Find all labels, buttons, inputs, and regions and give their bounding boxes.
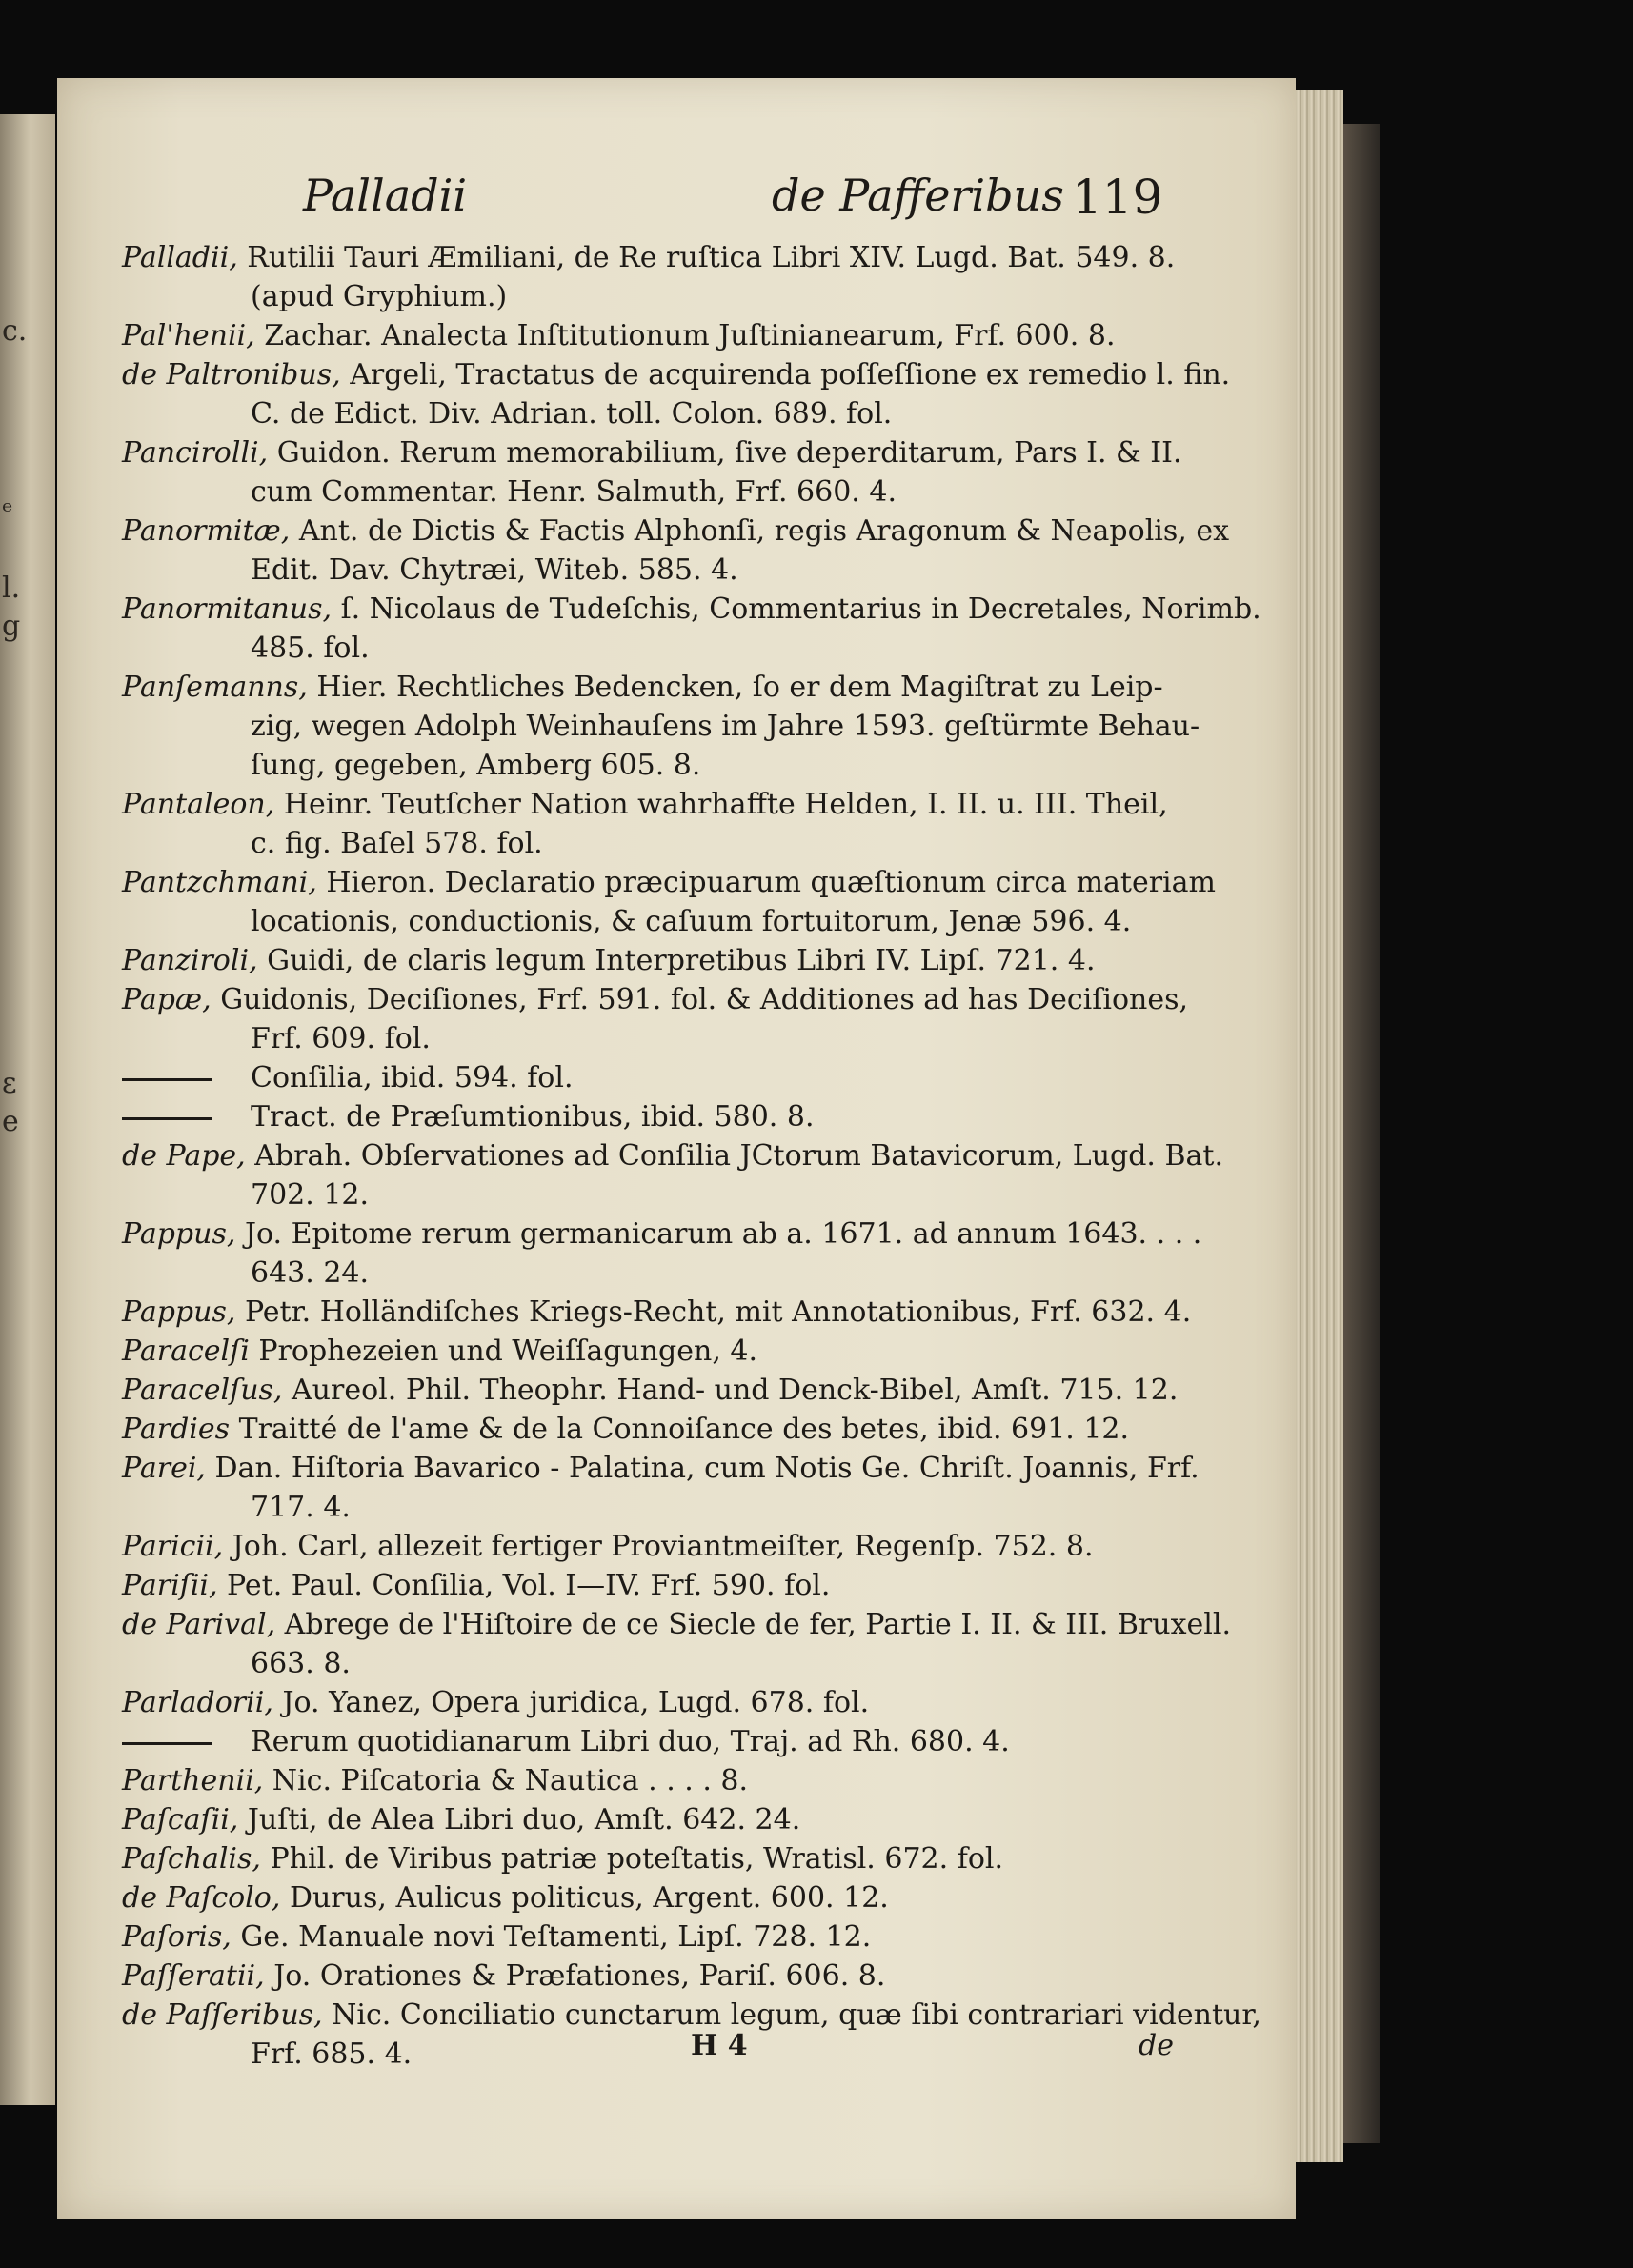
entry-text: Petr. Holländiſches Kriegs-Recht, mit Annotationibus, Frf. 632. 4. (244, 1295, 1192, 1329)
entry-text: Hieron. Declaratio præcipuarum quæſtionum circa materiam (326, 866, 1216, 899)
entry-text: Tract. de Præſumtionibus, ibid. 580. 8. (251, 1100, 815, 1134)
running-head-right: de Pafferibus (772, 170, 1064, 221)
entry-author: de Paſſeribus, (122, 1998, 323, 2032)
entry-author: Paſoris, (122, 1920, 232, 1954)
entry-continuation: 643. 24. (251, 1256, 370, 1290)
entry-author: Pantaleon, (122, 788, 275, 821)
entry-author: Pal'henii, (122, 319, 255, 352)
facing-page-fragment: e (2, 1105, 19, 1138)
bibliography-entry (122, 1216, 1208, 1253)
entry-text: Ant. de Dictis & Factis Alphonſi, regis Aragonum & Neapolis, ex (298, 514, 1230, 548)
page-edges (1296, 90, 1343, 2162)
facing-page-fragment: l. (2, 572, 21, 605)
entry-text: Zachar. Analecta Inſtitutionum Juſtinianearum, Frf. 600. 8. (264, 319, 1116, 352)
bibliography-entry (122, 865, 1216, 901)
entry-continuation: Edit. Dav. Chytræi, Witeb. 585. 4. (251, 553, 738, 587)
entry-continuation: ſung, gegeben, Amberg 605. 8. (251, 749, 701, 782)
bibliography-entry (122, 1568, 1208, 1604)
entry-author: Pappus, (122, 1217, 236, 1251)
running-head-left: Palladii (303, 170, 468, 221)
entry-text: Durus, Aulicus politicus, Argent. 600. 12. (289, 1881, 889, 1915)
bibliography-entry (122, 1880, 1208, 1917)
bibliography-entry (122, 318, 1208, 354)
entry-continuation: 663. 8. (251, 1647, 351, 1680)
bibliography-entry (122, 943, 1208, 979)
entry-text: Jo. Epitome rerum germanicarum ab a. 1671. ad annum 1643. . . . (244, 1217, 1202, 1251)
bibliography-entry (122, 1373, 1208, 1409)
entry-author: Pappus, (122, 1295, 236, 1329)
entry-text: Abrah. Obſervationes ad Conſilia JCtorum Batavicorum, Lugd. Bat. (254, 1139, 1224, 1173)
facing-page-fragment: ᵉ (2, 495, 13, 529)
bibliography-entry (122, 1802, 1208, 1838)
entry-author: Paricii, (122, 1530, 224, 1563)
bibliography-entry (122, 1841, 1208, 1877)
entry-author: Pantzchmani, (122, 866, 317, 899)
facing-page-fragment: ɛ (2, 1067, 17, 1100)
bibliography-entry (122, 1919, 1208, 1956)
entry-text: Nic. Piſcatoria & Nautica . . . . 8. (272, 1764, 749, 1797)
entry-text: Heinr. Teutſcher Nation wahrhaffte Helden, I. II. u. III. Theil, (283, 788, 1168, 821)
bibliography-entry (122, 1060, 1208, 1096)
entry-text: Jo. Orationes & Præfationes, Pariſ. 606. 8. (273, 1959, 886, 1993)
bibliography-entry (122, 513, 1230, 550)
bibliography-entry (122, 670, 1208, 706)
bibliography-entry (122, 982, 1208, 1018)
entry-text: Rerum quotidianarum Libri duo, Traj. ad Rh. 680. 4. (251, 1725, 1010, 1758)
entry-author: Parei, (122, 1452, 206, 1485)
bibliography-entry (122, 592, 1261, 628)
entry-text: Pet. Paul. Conſilia, Vol. I—IV. Frf. 590. fol. (227, 1569, 831, 1602)
entry-continuation: 702. 12. (251, 1178, 370, 1212)
bibliography-entry (122, 1412, 1208, 1448)
entry-author: Parthenii, (122, 1764, 264, 1797)
entry-author: Pariſii, (122, 1569, 218, 1602)
entry-author: Parladorii, (122, 1686, 273, 1719)
entry-author: Pancirolli, (122, 436, 269, 470)
entry-text: Phil. de Viribus patriæ poteſtatis, Wratisl. 672. fol. (270, 1842, 1004, 1876)
entry-continuation: C. de Edict. Div. Adrian. toll. Colon. 689. fol. (251, 397, 893, 431)
entry-author: Paracelſus, (122, 1374, 283, 1407)
facing-page-fragment: g (2, 610, 21, 643)
entry-author: Paſſeratii, (122, 1959, 265, 1993)
entry-author: Paracelſi (122, 1335, 250, 1368)
bibliography-entry (122, 240, 1208, 276)
entry-author: Palladii, (122, 241, 238, 274)
entry-author: Paſchalis, (122, 1842, 261, 1876)
entry-text: Juſti, de Alea Libri duo, Amſt. 642. 24. (247, 1803, 801, 1836)
entry-text: Nic. Conciliatio cunctarum legum, quæ ſibi contrariari videntur, (332, 1998, 1261, 2032)
bibliography-entry (122, 1685, 1208, 1721)
entry-author: Paſcaſii, (122, 1803, 239, 1836)
entry-text: Ge. Manuale novi Teſtamenti, Lipſ. 728. 12. (240, 1920, 872, 1954)
page-number: 119 (1072, 170, 1163, 225)
entry-text: Aureol. Phil. Theophr. Hand- und Denck-Bibel, Amſt. 715. 12. (292, 1374, 1179, 1407)
facing-page-fragment: c. (2, 314, 28, 348)
entry-text: Hier. Rechtliches Bedencken, ſo er dem Magiſtrat zu Leip- (316, 671, 1163, 704)
entry-author: Panormitæ, (122, 514, 291, 548)
entry-text: Argeli, Tractatus de acquirenda poſſeſſione ex remedio l. fin. (350, 358, 1231, 391)
entry-continuation: Frf. 685. 4. (251, 2037, 413, 2071)
signature-mark: H 4 (691, 2029, 748, 2062)
bibliography-entry (122, 1724, 1208, 1760)
bibliography-entry (122, 1099, 1208, 1135)
entry-continuation: (apud Gryphium.) (251, 280, 508, 313)
entry-text: Guidi, de claris legum Interpretibus Libri IV. Lipſ. 721. 4. (267, 944, 1096, 977)
entry-text: Prophezeien und Weiſſagungen, 4. (258, 1335, 758, 1368)
entry-author: de Paltronibus, (122, 358, 341, 391)
entry-author: Pardies (122, 1413, 231, 1446)
bibliography-entry (122, 1529, 1208, 1565)
entry-text: Dan. Hiſtoria Bavarico - Palatina, cum Notis Ge. Chriſt. Joannis, Frf. (214, 1452, 1200, 1485)
entry-text: Jo. Yanez, Opera juridica, Lugd. 678. fol. (282, 1686, 870, 1719)
entry-author: Panormitanus, (122, 592, 333, 626)
catchword: de (1139, 2029, 1174, 2062)
entry-author: de Pape, (122, 1139, 246, 1173)
bibliography-entry (122, 1138, 1224, 1174)
entry-text: ſ. Nicolaus de Tudeſchis, Commentarius in Decretales, Norimb. (340, 592, 1261, 626)
entry-text: Rutilii Tauri Æmiliani, de Re ruſtica Libri XIV. Lugd. Bat. 549. 8. (247, 241, 1176, 274)
entry-author: Panſemanns, (122, 671, 308, 704)
facing-page-edge (0, 114, 55, 2105)
entry-continuation: c. fig. Baſel 578. fol. (251, 827, 543, 860)
bibliography-entry (122, 1607, 1231, 1643)
bibliography-entry (122, 1997, 1261, 2034)
ditto-dash (122, 1742, 212, 1745)
bibliography-entry (122, 1958, 1208, 1995)
bibliography-entry (122, 1763, 1208, 1799)
entry-continuation: 717. 4. (251, 1491, 351, 1524)
ditto-dash (122, 1078, 212, 1081)
entry-author: Papæ, (122, 983, 212, 1016)
entry-text: Traitté de l'ame & de la Connoiſance des betes, ibid. 691. 12. (238, 1413, 1130, 1446)
ditto-dash (122, 1117, 212, 1120)
entry-continuation: zig, wegen Adolph Weinhauſens im Jahre 1593. geſtürmte Behau- (251, 710, 1200, 743)
entry-continuation: locationis, conductionis, & caſuum fortuitorum, Jenæ 596. 4. (251, 905, 1132, 938)
entry-continuation: Frf. 609. fol. (251, 1022, 431, 1055)
entry-text: Conſilia, ibid. 594. fol. (251, 1061, 574, 1094)
bibliography-entry (122, 1451, 1208, 1487)
entry-text: Joh. Carl, allezeit fertiger Proviantmeiſter, Regenſp. 752. 8. (232, 1530, 1094, 1563)
bibliography-entry (122, 1295, 1208, 1331)
entry-text: Guidonis, Deciſiones, Frf. 591. fol. & Additiones ad has Deciſiones, (220, 983, 1189, 1016)
entry-list (122, 240, 1261, 2076)
entry-continuation: 485. fol. (251, 632, 370, 665)
entry-text: Abrege de l'Hiſtoire de ce Siecle de fer, Partie I. II. & III. Bruxell. (284, 1608, 1231, 1641)
bibliography-entry (122, 357, 1231, 393)
bibliography-entry (122, 435, 1208, 472)
bibliography-entry (122, 1334, 1208, 1370)
entry-author: de Parival, (122, 1608, 276, 1641)
book-cover-edge (1343, 124, 1380, 2143)
entry-author: de Paſcolo, (122, 1881, 281, 1915)
entry-author: Panziroli, (122, 944, 258, 977)
entry-continuation: cum Commentar. Henr. Salmuth, Frf. 660. 4. (251, 475, 897, 509)
bibliography-entry (122, 787, 1208, 823)
entry-text: Guidon. Rerum memorabilium, ſive deperditarum, Pars I. & II. (276, 436, 1182, 470)
